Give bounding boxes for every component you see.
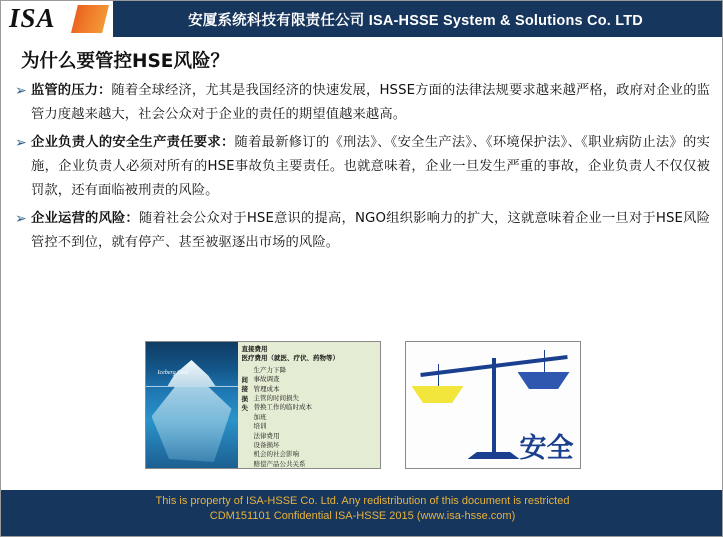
safety-text: 安全 (519, 433, 574, 464)
list-item: 生产力下降 (253, 365, 286, 374)
slide-header (1, 1, 723, 37)
iceberg-indirect-label: 间接损失 (241, 375, 248, 413)
footer-copyright: This is property of ISA-HSSE Co. Ltd. Any redistribution of this document is restricted (155, 495, 570, 507)
list-item: 法律费用 (253, 431, 280, 440)
bullet-arrow-icon: ➢ (15, 83, 27, 99)
iceberg-photo (146, 342, 238, 468)
list-item: 加班 (253, 412, 267, 421)
list-item: 管理成本 (253, 384, 280, 393)
scale-post (492, 358, 496, 454)
bullet-arrow-icon: ➢ (15, 135, 27, 151)
header-title-en: ISA-HSSE System & Solutions Co. LTD (368, 12, 643, 29)
balance-scale-illustration (405, 341, 581, 469)
scale-pan-left (412, 386, 464, 403)
bullet-lead: 监管的压力： (31, 83, 112, 98)
iceberg-caption: Iceberg Cost (157, 370, 189, 376)
list-item: 替换工作的临时成本 (253, 403, 312, 412)
scale-dish-left (412, 386, 464, 403)
bullet-body-text: 随着全球经济，尤其是我国经济的快速发展，HSSE方面的法律法规要求越来越严格，政府对企业的监管力度越来越大，社会公众对于企业的责任的期望值越来越高。 (31, 83, 710, 122)
footer-confidential: CDM151101 Confidential ISA-HSSE 2015 (www.isa-hsse.com) (209, 510, 516, 522)
list-item: 事故调查 (253, 375, 280, 384)
list-item: 主管的时间损失 (253, 394, 299, 403)
bullet-item (15, 207, 710, 255)
illustrations-row (1, 341, 723, 471)
list-item: 设备损坏 (253, 441, 280, 450)
scale-string-left (438, 364, 440, 386)
bullet-body-text: 随着最新修订的《刑法》、《安全生产法》、《环境保护法》、《职业病防止法》的实施，企业负责人必须对所有的HSE事故负主要责任。也就意味着，企业一旦发生严重的事故，企业负责人不仅仅被罚款，还有面临被刑责的风险。 (31, 135, 710, 198)
logo-swoosh-icon (71, 5, 109, 33)
scale-pan-right (518, 372, 570, 389)
bullet-arrow-icon: ➢ (15, 211, 27, 227)
iceberg-indirect-block (242, 366, 376, 469)
list-item: 赔偿产品公共关系 (253, 459, 306, 468)
scale-base (468, 452, 520, 459)
bullet-text (31, 131, 710, 203)
list-item: 培训 (253, 422, 267, 431)
header-title-cn: 安厦系统科技有限责任公司 (188, 12, 365, 29)
bullet-item (15, 131, 710, 203)
page-title: 为什么要管控HSE风险？ (21, 51, 229, 72)
logo-text: ISA (9, 3, 56, 33)
bullet-lead: 企业运营的风险： (31, 211, 139, 226)
bullet-lead: 企业负责人的安全生产责任要求： (31, 135, 235, 150)
slide-footer (1, 490, 723, 536)
bullet-text (31, 79, 710, 127)
bullet-item (15, 79, 710, 127)
bullet-body-text: 随着社会公众对于HSE意识的提高，NGO组织影响力的扩大，这就意味着企业一旦对于HSE风险管控不到位，就有停产、甚至被驱逐出市场的风险。 (31, 211, 710, 250)
header-title (113, 9, 723, 30)
iceberg-direct-cost-sub: 医疗费用（就医、疗伏、药物等） (241, 354, 339, 363)
company-logo (1, 1, 113, 37)
iceberg-indirect-items (254, 366, 376, 469)
iceberg-direct-cost-title: 直接费用 (241, 345, 268, 353)
iceberg-cost-list (238, 342, 380, 468)
list-item: 机会的社会影响 (253, 450, 299, 459)
bullet-text (31, 207, 710, 255)
iceberg-submerged-shape (152, 386, 232, 462)
scale-string-right (544, 350, 546, 372)
iceberg-cost-illustration (145, 341, 381, 469)
scale-dish-right (518, 372, 570, 389)
